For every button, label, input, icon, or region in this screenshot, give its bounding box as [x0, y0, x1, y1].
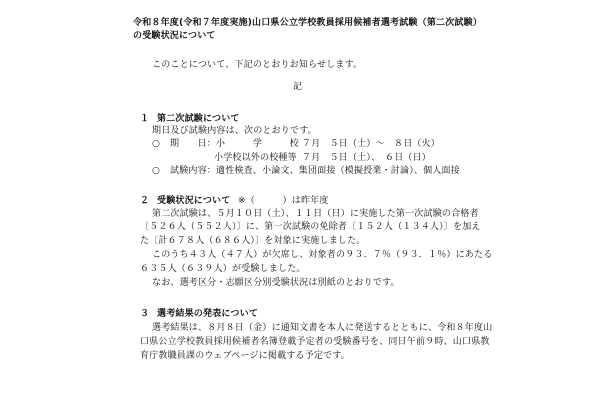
date-label-elementary: 期 日：小 学 校	[170, 139, 299, 149]
section-2-p3: なお、選考区分・志願区分別受験状況は別紙のとおりです。	[152, 278, 400, 288]
section-2-number: ２	[140, 196, 150, 206]
section-3-number: ３	[140, 309, 150, 319]
section-3-line-2: 口県公立学校教員採用候補者名簿登載予定者の受験番号を、同日午前９時、山口県教	[140, 337, 490, 347]
exam-content: 試験内容：適性検査、小論文、集団面接（模擬授業・討論）、個人面接	[170, 166, 460, 176]
date-elementary: ７月 ５日（土）～ ８日（火）	[302, 139, 441, 149]
section-3-line-3: 育庁教職員課のウェブページに掲載する予定です。	[140, 351, 350, 361]
date-other: ７月 ５日（土）、 ６日（日）	[302, 153, 432, 163]
section-2-note: ※（ ）は昨年度	[238, 196, 329, 206]
section-3-line-1: 選考結果は、８月８日（金）に通知文書を本人に発送するとともに、令和８年度山	[152, 323, 493, 333]
section-2-heading: 受験状況について	[157, 196, 231, 206]
intro-text: このことについて、下記のとおりお知らせします。	[152, 60, 363, 70]
ki-heading: 記	[293, 82, 303, 92]
section-2-p1-line-3: た〔計６７８人（６８６人）〕を対象に実施しました。	[140, 236, 366, 246]
section-2-p1-line-1: 第二次試験は、５月１０日（土）、１１日（日）に実施した第一次試験の合格者	[152, 209, 479, 219]
content-bullet: ○	[152, 166, 161, 176]
section-1-heading: 第二次試験について	[157, 114, 240, 124]
section-2-p2-line-1: このうち４３人（４７人）が欠席し、対象者の９３．７％（９３．１％）にあたる	[152, 250, 493, 260]
date-bullet: ○	[152, 139, 161, 149]
document-title-line-1: 令和８年度(令和７年度実施)山口県公立学校教員採用候補者選考試験（第二次試験）	[133, 18, 483, 28]
date-label-other: 小学校以外の校種等	[214, 153, 297, 163]
section-3-heading: 選考結果の発表について	[157, 309, 259, 319]
section-1-number: １	[140, 114, 150, 124]
section-1-lead: 期日及び試験内容は、次のとおりです。	[152, 126, 317, 136]
section-2-p1-line-2: 〔５２６人（５５２人）〕に、第一次試験の免除者〔１５２人（１３４人）〕を加え	[140, 222, 481, 232]
section-2-p2-line-2: ６３５人（６３９人）が受験しました。	[140, 264, 306, 274]
document-title-line-2: の受験状況について	[133, 31, 216, 41]
